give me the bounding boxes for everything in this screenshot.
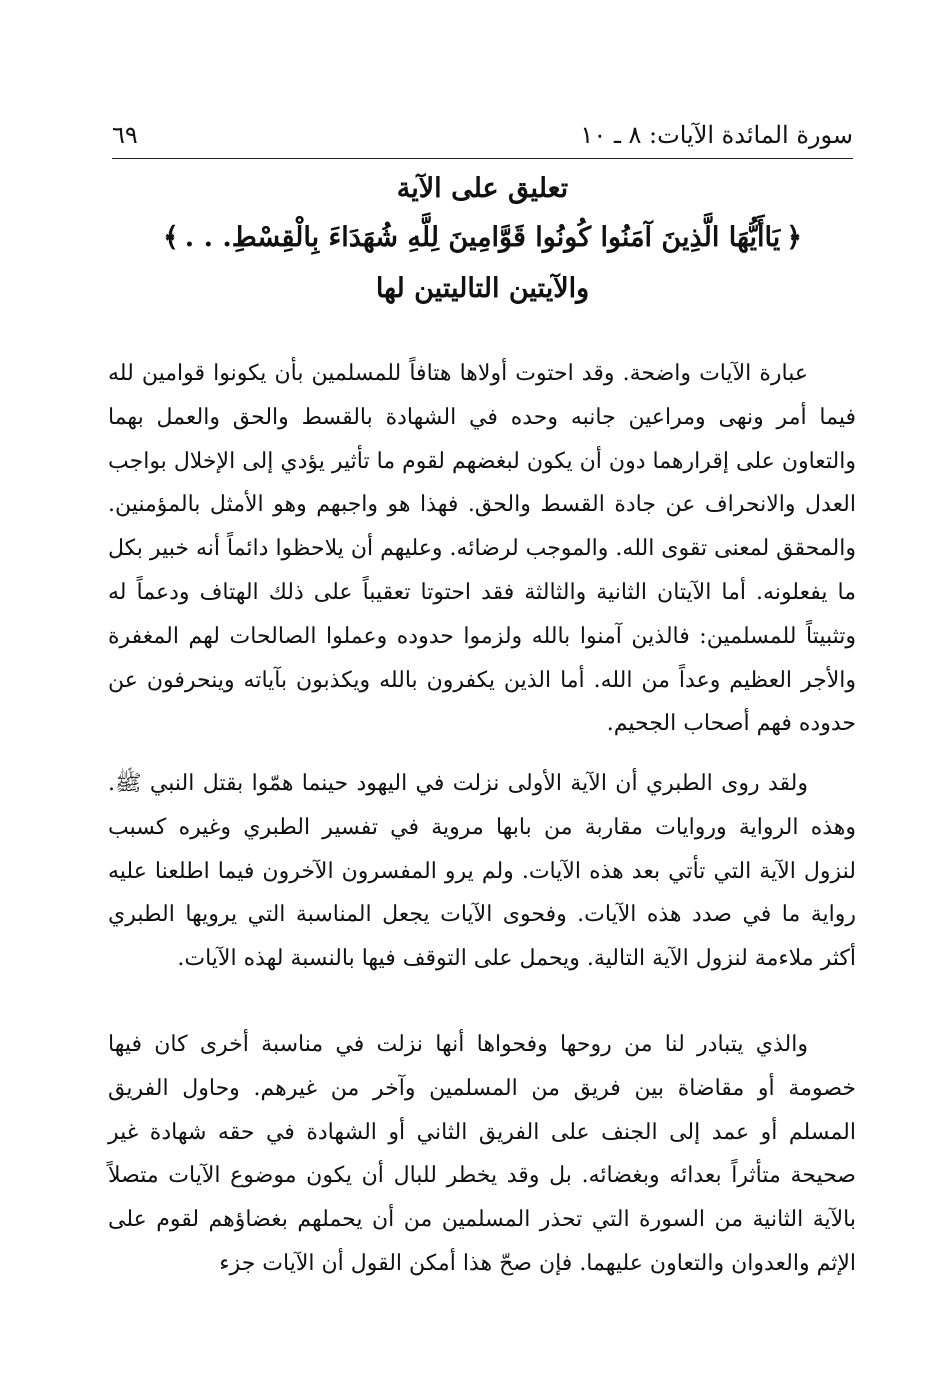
section-subtitle: والآيتين التاليتين لها — [375, 273, 590, 304]
verse-open-bracket: ﴿ — [786, 222, 803, 253]
running-title: سورة المائدة الآيات: ٨ ـ ١٠ — [580, 121, 853, 149]
paragraph-1: عبارة الآيات واضحة. وقد احتوت أولاها هتافاً للمسلمين بأن يكونوا قوامين لله فيما أمر ونهى ومراعين جانبه وحده في الشهادة بالقسط والحق والعمل بهما والتعاون على إقرارهما دون أن يكون لبغضهم لقوم ما تأثير يؤدي إلى الإخلال بواجب العدل والانحراف عن جادة القسط والحق. فهذا هو واجبهم وهو الأمثل بالمؤمنين. والمحقق لمعنى تقوى الله. والموجب لرضائه. وعليهم أن يلاحظوا دائماً أنه خبير بكل ما يفعلونه. أما الآيتان الثانية والثالثة فقد احتوتا تعقيباً على ذلك الهتاف ودعماً له وتثبيتاً للمسلمين: فالذين آمنوا بالله ولزموا حدوده وعملوا الصالحات لهم المغفرة والأجر العظيم وعداً من الله. أما الذين يكفرون بالله ويكذبون بآياته وينحرفون عن حدوده فهم أصحاب الجحيم. — [108, 361, 856, 737]
verse-quote — [112, 215, 853, 261]
verse-close-bracket: ﴾ — [162, 222, 179, 253]
verse-text: يَاأَيُّهَا الَّذِينَ آمَنُوا كُونُوا قَوَّامِينَ لِلَّهِ شُهَدَاءَ بِالْقِسْطِ. . . — [184, 222, 781, 253]
section-title: تعليق على الآية — [396, 173, 569, 204]
page-number: ٦٩ — [112, 121, 138, 149]
header-rule — [112, 158, 853, 159]
paragraph-2: ولقد روى الطبري أن الآية الأولى نزلت في اليهود حينما همّوا بقتل النبي ﷺ. وهذه الرواية وروايات مقاربة من بابها مروية في تفسير الطبري وغيره كسبب لنزول الآية التي تأتي بعد هذه الآيات. ولم يرو المفسرون الآخرون فيما اطلعنا عليه رواية ما في صدد هذه الآيات. وفحوى الآيات يجعل المناسبة التي يرويها الطبري أكثر ملاءمة لنزول الآية التالية. ويحمل على التوقف فيها بالنسبة لهذه الآيات. — [108, 771, 856, 972]
running-header — [112, 116, 853, 156]
paragraph-3: والذي يتبادر لنا من روحها وفحواها أنها نزلت في مناسبة أخرى كان فيها خصومة أو مقاضاة بين فريق من المسلمين وآخر من غيرهم. وحاول الفريق المسلم أو عمد إلى الجنف على الفريق الثاني أو الشهادة في حقه شهادة غير صحيحة متأثراً بعدائه وبغضائه. بل وقد يخطر للبال أن يكون موضوع الآيات متصلاً بالآية الثانية من السورة التي تحذر المسلمين من أن يحملهم بغضاؤهم لقوم على الإثم والعدوان والتعاون عليهما. فإن صحّ هذا أمكن القول أن الآيات جزء — [108, 1032, 856, 1276]
